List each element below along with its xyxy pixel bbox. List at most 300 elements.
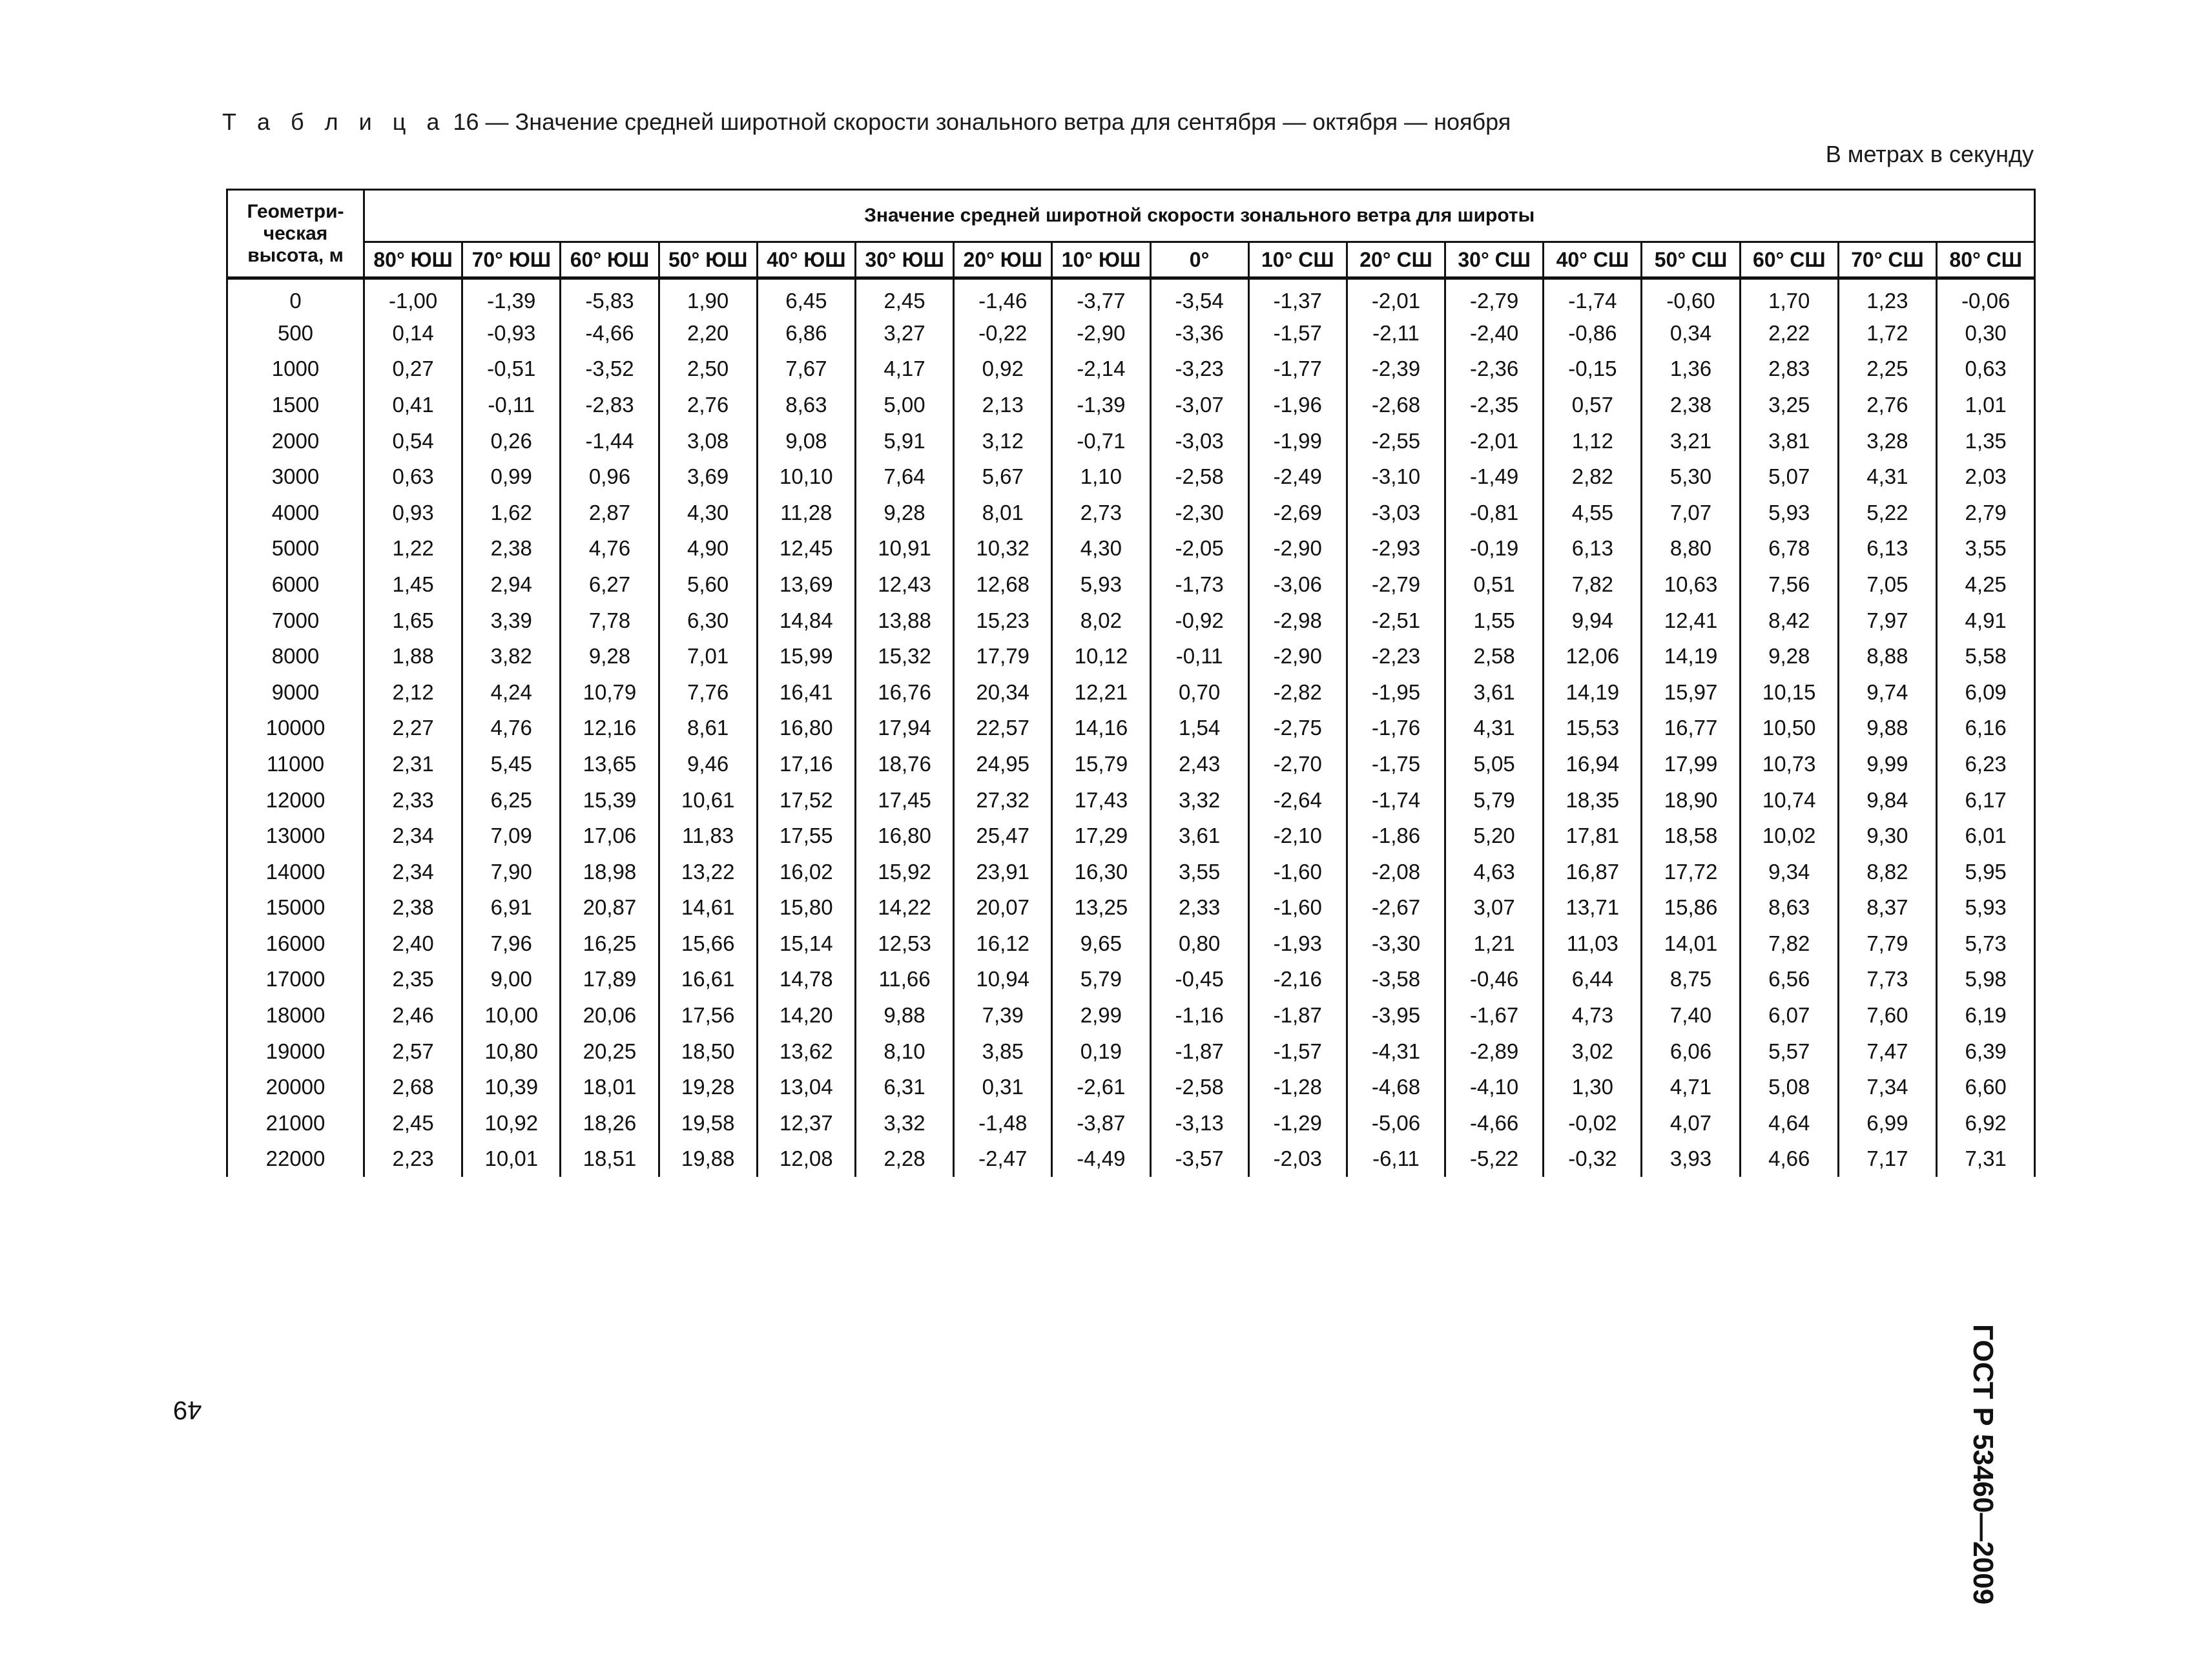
value-cell: -3,77 bbox=[1052, 278, 1150, 316]
value-cell: 5,95 bbox=[1937, 854, 2035, 890]
value-cell: 2,46 bbox=[364, 997, 462, 1033]
value-cell: 7,39 bbox=[954, 997, 1052, 1033]
value-cell: -0,11 bbox=[1150, 638, 1248, 674]
table-row bbox=[227, 387, 2035, 423]
value-cell: 15,99 bbox=[757, 638, 855, 674]
table-row bbox=[227, 531, 2035, 567]
value-cell: 5,30 bbox=[1642, 459, 1740, 495]
value-cell: -2,30 bbox=[1150, 495, 1248, 531]
value-cell: 8,01 bbox=[954, 495, 1052, 531]
value-cell: 8,37 bbox=[1838, 890, 1936, 926]
value-cell: 14,61 bbox=[659, 890, 757, 926]
value-cell: 12,16 bbox=[561, 711, 659, 747]
value-cell: 15,14 bbox=[757, 926, 855, 962]
value-cell: -1,16 bbox=[1150, 997, 1248, 1033]
value-cell: -4,31 bbox=[1347, 1033, 1445, 1070]
value-cell: -1,48 bbox=[954, 1105, 1052, 1141]
value-cell: -2,08 bbox=[1347, 854, 1445, 890]
value-cell: -2,68 bbox=[1347, 387, 1445, 423]
value-cell: -2,79 bbox=[1445, 278, 1544, 316]
value-cell: -0,71 bbox=[1052, 423, 1150, 459]
value-cell: 5,22 bbox=[1838, 495, 1936, 531]
value-cell: 20,34 bbox=[954, 674, 1052, 711]
value-cell: 7,67 bbox=[757, 351, 855, 388]
value-cell: 1,45 bbox=[364, 566, 462, 603]
value-cell: -2,83 bbox=[561, 387, 659, 423]
value-cell: 0,27 bbox=[364, 351, 462, 388]
value-cell: 5,93 bbox=[1052, 566, 1150, 603]
value-cell: -1,95 bbox=[1347, 674, 1445, 711]
value-cell: -2,70 bbox=[1248, 746, 1347, 782]
value-cell: -3,52 bbox=[561, 351, 659, 388]
value-cell: 10,73 bbox=[1740, 746, 1838, 782]
value-cell: 12,41 bbox=[1642, 603, 1740, 639]
value-cell: 4,76 bbox=[561, 531, 659, 567]
latitude-header: 60° ЮШ bbox=[561, 242, 659, 278]
value-cell: 0,19 bbox=[1052, 1033, 1150, 1070]
table-row bbox=[227, 1033, 2035, 1070]
height-cell: 15000 bbox=[227, 890, 364, 926]
value-cell: 17,99 bbox=[1642, 746, 1740, 782]
value-cell: 3,61 bbox=[1150, 818, 1248, 854]
value-cell: 18,58 bbox=[1642, 818, 1740, 854]
value-cell: 8,75 bbox=[1642, 962, 1740, 998]
value-cell: 1,90 bbox=[659, 278, 757, 316]
value-cell: -2,39 bbox=[1347, 351, 1445, 388]
value-cell: 7,90 bbox=[462, 854, 561, 890]
latitude-group-header: Значение средней широтной скорости зонального ветра для широты bbox=[364, 190, 2035, 242]
value-cell: -0,51 bbox=[462, 351, 561, 388]
value-cell: -2,82 bbox=[1248, 674, 1347, 711]
value-cell: 20,25 bbox=[561, 1033, 659, 1070]
value-cell: 17,79 bbox=[954, 638, 1052, 674]
value-cell: 17,43 bbox=[1052, 782, 1150, 818]
value-cell: 2,40 bbox=[364, 926, 462, 962]
height-cell: 4000 bbox=[227, 495, 364, 531]
value-cell: -1,39 bbox=[1052, 387, 1150, 423]
table-row bbox=[227, 674, 2035, 711]
value-cell: -2,23 bbox=[1347, 638, 1445, 674]
value-cell: 6,27 bbox=[561, 566, 659, 603]
value-cell: 16,94 bbox=[1544, 746, 1642, 782]
table-row bbox=[227, 1105, 2035, 1141]
value-cell: 1,55 bbox=[1445, 603, 1544, 639]
value-cell: 10,94 bbox=[954, 962, 1052, 998]
value-cell: -2,55 bbox=[1347, 423, 1445, 459]
value-cell: 12,08 bbox=[757, 1141, 855, 1178]
latitude-header: 70° СШ bbox=[1838, 242, 1936, 278]
value-cell: -1,93 bbox=[1248, 926, 1347, 962]
value-cell: 2,76 bbox=[659, 387, 757, 423]
value-cell: 6,99 bbox=[1838, 1105, 1936, 1141]
value-cell: -1,39 bbox=[462, 278, 561, 316]
value-cell: 10,63 bbox=[1642, 566, 1740, 603]
height-cell: 3000 bbox=[227, 459, 364, 495]
table-row bbox=[227, 495, 2035, 531]
latitude-header: 40° СШ bbox=[1544, 242, 1642, 278]
value-cell: -1,60 bbox=[1248, 890, 1347, 926]
height-cell: 6000 bbox=[227, 566, 364, 603]
value-cell: 4,07 bbox=[1642, 1105, 1740, 1141]
value-cell: -1,86 bbox=[1347, 818, 1445, 854]
value-cell: 15,79 bbox=[1052, 746, 1150, 782]
value-cell: 0,96 bbox=[561, 459, 659, 495]
value-cell: 10,02 bbox=[1740, 818, 1838, 854]
value-cell: 1,30 bbox=[1544, 1069, 1642, 1105]
value-cell: -3,13 bbox=[1150, 1105, 1248, 1141]
value-cell: 18,51 bbox=[561, 1141, 659, 1178]
table-row bbox=[227, 278, 2035, 316]
table-row bbox=[227, 926, 2035, 962]
height-cell: 8000 bbox=[227, 638, 364, 674]
value-cell: -2,49 bbox=[1248, 459, 1347, 495]
value-cell: 2,94 bbox=[462, 566, 561, 603]
value-cell: 7,07 bbox=[1642, 495, 1740, 531]
value-cell: 7,97 bbox=[1838, 603, 1936, 639]
value-cell: -0,45 bbox=[1150, 962, 1248, 998]
value-cell: 2,82 bbox=[1544, 459, 1642, 495]
value-cell: -2,10 bbox=[1248, 818, 1347, 854]
value-cell: 1,01 bbox=[1937, 387, 2035, 423]
value-cell: -5,06 bbox=[1347, 1105, 1445, 1141]
value-cell: 3,55 bbox=[1937, 531, 2035, 567]
value-cell: 9,88 bbox=[1838, 711, 1936, 747]
value-cell: 0,70 bbox=[1150, 674, 1248, 711]
value-cell: -0,46 bbox=[1445, 962, 1544, 998]
height-cell: 2000 bbox=[227, 423, 364, 459]
value-cell: 4,66 bbox=[1740, 1141, 1838, 1178]
value-cell: 16,80 bbox=[757, 711, 855, 747]
value-cell: 7,09 bbox=[462, 818, 561, 854]
value-cell: 3,55 bbox=[1150, 854, 1248, 890]
value-cell: 14,22 bbox=[855, 890, 953, 926]
value-cell: 7,82 bbox=[1740, 926, 1838, 962]
value-cell: 4,17 bbox=[855, 351, 953, 388]
value-cell: -1,60 bbox=[1248, 854, 1347, 890]
value-cell: -0,81 bbox=[1445, 495, 1544, 531]
value-cell: -2,89 bbox=[1445, 1033, 1544, 1070]
page-number: 49 bbox=[173, 1396, 202, 1424]
value-cell: 13,62 bbox=[757, 1033, 855, 1070]
value-cell: 6,13 bbox=[1838, 531, 1936, 567]
value-cell: 6,44 bbox=[1544, 962, 1642, 998]
value-cell: 27,32 bbox=[954, 782, 1052, 818]
value-cell: 4,31 bbox=[1445, 711, 1544, 747]
value-cell: 3,02 bbox=[1544, 1033, 1642, 1070]
value-cell: 7,73 bbox=[1838, 962, 1936, 998]
latitude-header: 0° bbox=[1150, 242, 1248, 278]
value-cell: -0,15 bbox=[1544, 351, 1642, 388]
value-cell: 10,61 bbox=[659, 782, 757, 818]
caption-text: 16 — Значение средней широтной скорости зонального ветра для сентября — октября — ноября bbox=[453, 109, 1511, 135]
value-cell: -4,68 bbox=[1347, 1069, 1445, 1105]
value-cell: -1,57 bbox=[1248, 315, 1347, 351]
value-cell: 14,01 bbox=[1642, 926, 1740, 962]
table-row bbox=[227, 818, 2035, 854]
value-cell: -1,74 bbox=[1347, 782, 1445, 818]
height-cell: 12000 bbox=[227, 782, 364, 818]
value-cell: 2,22 bbox=[1740, 315, 1838, 351]
value-cell: 13,25 bbox=[1052, 890, 1150, 926]
value-cell: 17,81 bbox=[1544, 818, 1642, 854]
value-cell: 0,30 bbox=[1937, 315, 2035, 351]
value-cell: 3,07 bbox=[1445, 890, 1544, 926]
value-cell: 15,23 bbox=[954, 603, 1052, 639]
value-cell: 7,17 bbox=[1838, 1141, 1936, 1178]
value-cell: 7,34 bbox=[1838, 1069, 1936, 1105]
value-cell: -1,76 bbox=[1347, 711, 1445, 747]
value-cell: -5,83 bbox=[561, 278, 659, 316]
value-cell: 15,97 bbox=[1642, 674, 1740, 711]
value-cell: -0,02 bbox=[1544, 1105, 1642, 1141]
value-cell: 10,50 bbox=[1740, 711, 1838, 747]
value-cell: 2,76 bbox=[1838, 387, 1936, 423]
value-cell: 9,65 bbox=[1052, 926, 1150, 962]
value-cell: -1,44 bbox=[561, 423, 659, 459]
value-cell: 7,40 bbox=[1642, 997, 1740, 1033]
value-cell: -3,58 bbox=[1347, 962, 1445, 998]
value-cell: 2,03 bbox=[1937, 459, 2035, 495]
table-caption bbox=[222, 109, 1511, 136]
value-cell: 2,73 bbox=[1052, 495, 1150, 531]
value-cell: 1,10 bbox=[1052, 459, 1150, 495]
value-cell: 15,92 bbox=[855, 854, 953, 890]
value-cell: 5,93 bbox=[1740, 495, 1838, 531]
value-cell: -3,87 bbox=[1052, 1105, 1150, 1141]
value-cell: 19,88 bbox=[659, 1141, 757, 1178]
value-cell: -1,75 bbox=[1347, 746, 1445, 782]
table-row bbox=[227, 962, 2035, 998]
value-cell: -0,06 bbox=[1937, 278, 2035, 316]
value-cell: 3,69 bbox=[659, 459, 757, 495]
latitude-header: 20° ЮШ bbox=[954, 242, 1052, 278]
height-column-header bbox=[227, 190, 364, 278]
value-cell: 2,87 bbox=[561, 495, 659, 531]
height-cell: 18000 bbox=[227, 997, 364, 1033]
value-cell: 6,06 bbox=[1642, 1033, 1740, 1070]
value-cell: 8,88 bbox=[1838, 638, 1936, 674]
table-row bbox=[227, 603, 2035, 639]
value-cell: -1,87 bbox=[1150, 1033, 1248, 1070]
value-cell: 2,25 bbox=[1838, 351, 1936, 388]
value-cell: -2,40 bbox=[1445, 315, 1544, 351]
value-cell: 4,90 bbox=[659, 531, 757, 567]
value-cell: 17,72 bbox=[1642, 854, 1740, 890]
value-cell: 2,57 bbox=[364, 1033, 462, 1070]
value-cell: -2,35 bbox=[1445, 387, 1544, 423]
value-cell: 6,31 bbox=[855, 1069, 953, 1105]
value-cell: 2,68 bbox=[364, 1069, 462, 1105]
value-cell: 16,41 bbox=[757, 674, 855, 711]
height-cell: 5000 bbox=[227, 531, 364, 567]
value-cell: 11,28 bbox=[757, 495, 855, 531]
value-cell: 6,30 bbox=[659, 603, 757, 639]
value-cell: 7,05 bbox=[1838, 566, 1936, 603]
value-cell: 16,02 bbox=[757, 854, 855, 890]
value-cell: 20,07 bbox=[954, 890, 1052, 926]
value-cell: 14,16 bbox=[1052, 711, 1150, 747]
latitude-header-row bbox=[227, 242, 2035, 278]
table-row bbox=[227, 459, 2035, 495]
value-cell: 7,47 bbox=[1838, 1033, 1936, 1070]
height-cell: 21000 bbox=[227, 1105, 364, 1141]
value-cell: 17,06 bbox=[561, 818, 659, 854]
value-cell: -1,37 bbox=[1248, 278, 1347, 316]
value-cell: 2,38 bbox=[1642, 387, 1740, 423]
value-cell: 6,78 bbox=[1740, 531, 1838, 567]
value-cell: 9,99 bbox=[1838, 746, 1936, 782]
latitude-header: 80° СШ bbox=[1937, 242, 2035, 278]
value-cell: 1,23 bbox=[1838, 278, 1936, 316]
height-cell: 0 bbox=[227, 278, 364, 316]
value-cell: 5,67 bbox=[954, 459, 1052, 495]
value-cell: -3,30 bbox=[1347, 926, 1445, 962]
value-cell: -3,23 bbox=[1150, 351, 1248, 388]
value-cell: 9,34 bbox=[1740, 854, 1838, 890]
value-cell: 3,12 bbox=[954, 423, 1052, 459]
caption-label: Т а б л и ц а bbox=[222, 109, 447, 135]
height-cell: 19000 bbox=[227, 1033, 364, 1070]
value-cell: 5,91 bbox=[855, 423, 953, 459]
value-cell: 0,54 bbox=[364, 423, 462, 459]
value-cell: 15,80 bbox=[757, 890, 855, 926]
value-cell: 3,93 bbox=[1642, 1141, 1740, 1178]
value-cell: -0,11 bbox=[462, 387, 561, 423]
value-cell: -2,01 bbox=[1347, 278, 1445, 316]
value-cell: 3,39 bbox=[462, 603, 561, 639]
value-cell: -2,16 bbox=[1248, 962, 1347, 998]
value-cell: 2,33 bbox=[1150, 890, 1248, 926]
value-cell: 2,50 bbox=[659, 351, 757, 388]
value-cell: 0,63 bbox=[1937, 351, 2035, 388]
value-cell: 9,28 bbox=[561, 638, 659, 674]
value-cell: 16,80 bbox=[855, 818, 953, 854]
value-cell: 22,57 bbox=[954, 711, 1052, 747]
value-cell: 19,28 bbox=[659, 1069, 757, 1105]
value-cell: 1,65 bbox=[364, 603, 462, 639]
value-cell: 2,38 bbox=[364, 890, 462, 926]
value-cell: 23,91 bbox=[954, 854, 1052, 890]
value-cell: 14,19 bbox=[1642, 638, 1740, 674]
value-cell: -2,90 bbox=[1052, 315, 1150, 351]
table-row bbox=[227, 351, 2035, 388]
value-cell: 18,26 bbox=[561, 1105, 659, 1141]
value-cell: 8,63 bbox=[1740, 890, 1838, 926]
table-row bbox=[227, 890, 2035, 926]
value-cell: 15,39 bbox=[561, 782, 659, 818]
value-cell: 10,32 bbox=[954, 531, 1052, 567]
value-cell: 6,09 bbox=[1937, 674, 2035, 711]
value-cell: 9,84 bbox=[1838, 782, 1936, 818]
value-cell: 10,12 bbox=[1052, 638, 1150, 674]
value-cell: 4,25 bbox=[1937, 566, 2035, 603]
value-cell: 20,87 bbox=[561, 890, 659, 926]
value-cell: -2,14 bbox=[1052, 351, 1150, 388]
height-cell: 1000 bbox=[227, 351, 364, 388]
value-cell: 0,51 bbox=[1445, 566, 1544, 603]
value-cell: 18,01 bbox=[561, 1069, 659, 1105]
value-cell: 2,34 bbox=[364, 854, 462, 890]
value-cell: 12,37 bbox=[757, 1105, 855, 1141]
value-cell: 9,28 bbox=[855, 495, 953, 531]
value-cell: 5,58 bbox=[1937, 638, 2035, 674]
height-cell: 9000 bbox=[227, 674, 364, 711]
value-cell: 6,19 bbox=[1937, 997, 2035, 1033]
value-cell: 4,71 bbox=[1642, 1069, 1740, 1105]
units-note: В метрах в секунду bbox=[1825, 141, 2034, 167]
value-cell: -4,66 bbox=[561, 315, 659, 351]
value-cell: 18,98 bbox=[561, 854, 659, 890]
value-cell: 4,30 bbox=[659, 495, 757, 531]
value-cell: 11,03 bbox=[1544, 926, 1642, 962]
value-cell: 12,45 bbox=[757, 531, 855, 567]
height-cell: 1500 bbox=[227, 387, 364, 423]
value-cell: 2,34 bbox=[364, 818, 462, 854]
value-cell: 15,32 bbox=[855, 638, 953, 674]
value-cell: 3,21 bbox=[1642, 423, 1740, 459]
table-row bbox=[227, 1141, 2035, 1178]
value-cell: 5,20 bbox=[1445, 818, 1544, 854]
value-cell: -3,06 bbox=[1248, 566, 1347, 603]
value-cell: 6,86 bbox=[757, 315, 855, 351]
value-cell: 5,45 bbox=[462, 746, 561, 782]
value-cell: 3,81 bbox=[1740, 423, 1838, 459]
value-cell: 9,88 bbox=[855, 997, 953, 1033]
value-cell: -3,03 bbox=[1150, 423, 1248, 459]
value-cell: 7,96 bbox=[462, 926, 561, 962]
value-cell: 0,31 bbox=[954, 1069, 1052, 1105]
value-cell: 17,29 bbox=[1052, 818, 1150, 854]
value-cell: 15,86 bbox=[1642, 890, 1740, 926]
value-cell: -4,49 bbox=[1052, 1141, 1150, 1178]
value-cell: 17,16 bbox=[757, 746, 855, 782]
value-cell: 6,23 bbox=[1937, 746, 2035, 782]
value-cell: -2,64 bbox=[1248, 782, 1347, 818]
latitude-header: 30° ЮШ bbox=[855, 242, 953, 278]
value-cell: 5,57 bbox=[1740, 1033, 1838, 1070]
value-cell: 7,82 bbox=[1544, 566, 1642, 603]
value-cell: 4,63 bbox=[1445, 854, 1544, 890]
value-cell: 9,08 bbox=[757, 423, 855, 459]
value-cell: -2,05 bbox=[1150, 531, 1248, 567]
latitude-header: 60° СШ bbox=[1740, 242, 1838, 278]
value-cell: 7,01 bbox=[659, 638, 757, 674]
value-cell: 17,94 bbox=[855, 711, 953, 747]
value-cell: 20,06 bbox=[561, 997, 659, 1033]
value-cell: 10,15 bbox=[1740, 674, 1838, 711]
value-cell: -1,77 bbox=[1248, 351, 1347, 388]
table-row bbox=[227, 423, 2035, 459]
value-cell: 9,46 bbox=[659, 746, 757, 782]
value-cell: 16,61 bbox=[659, 962, 757, 998]
value-cell: 6,45 bbox=[757, 278, 855, 316]
value-cell: 7,78 bbox=[561, 603, 659, 639]
value-cell: 5,79 bbox=[1445, 782, 1544, 818]
height-cell: 13000 bbox=[227, 818, 364, 854]
value-cell: 4,76 bbox=[462, 711, 561, 747]
value-cell: 2,38 bbox=[462, 531, 561, 567]
value-cell: 10,00 bbox=[462, 997, 561, 1033]
value-cell: 7,76 bbox=[659, 674, 757, 711]
value-cell: 12,21 bbox=[1052, 674, 1150, 711]
height-cell: 11000 bbox=[227, 746, 364, 782]
value-cell: 2,31 bbox=[364, 746, 462, 782]
value-cell: 17,89 bbox=[561, 962, 659, 998]
value-cell: 13,88 bbox=[855, 603, 953, 639]
table-row bbox=[227, 566, 2035, 603]
value-cell: 2,45 bbox=[855, 278, 953, 316]
value-cell: 4,31 bbox=[1838, 459, 1936, 495]
